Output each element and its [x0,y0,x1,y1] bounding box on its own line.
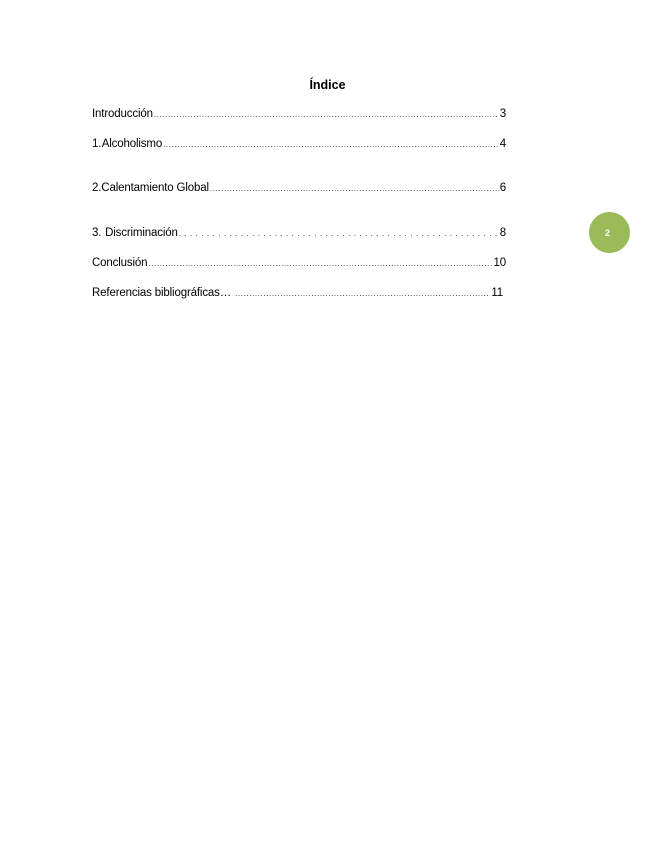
toc-entry-label: Conclusión [92,257,148,269]
toc-entry-label: Alcoholismo [101,138,163,150]
toc-entry-label: Calentamiento Global [101,182,209,194]
dot-leader [154,108,499,122]
toc-entry-label: Introducción [92,108,153,120]
toc-entry-number: 3. [92,227,102,239]
dot-leader [210,182,499,196]
toc-entry-number: 1. [92,138,102,150]
toc-entry-introduccion[interactable] [92,107,506,122]
toc-entry-page: 6 [499,182,506,194]
toc-entry-conclusion[interactable] [92,256,506,271]
dot-leader [179,227,499,241]
toc-entry-page: 10 [493,257,506,269]
toc-entry-page: 11 [491,287,503,299]
toc-entry-calentamiento-global[interactable] [92,181,506,196]
page-title: Índice [309,78,346,92]
toc-entry-label: Referencias bibliográficas… [92,287,232,299]
toc-entry-page: 3 [499,108,506,120]
dot-leader [148,257,492,271]
toc-entry-discriminacion[interactable] [92,226,506,241]
page-number-badge: 2 [589,212,630,253]
toc-entry-label: Discriminación [105,227,178,239]
toc-entry-referencias[interactable] [92,286,503,301]
toc-entry-number: 2. [92,182,102,194]
dot-leader [235,287,490,301]
toc-entry-page: 8 [499,227,506,239]
dot-leader [163,138,499,152]
toc-entry-page: 4 [499,138,506,150]
toc-entry-alcoholismo[interactable] [92,137,506,152]
